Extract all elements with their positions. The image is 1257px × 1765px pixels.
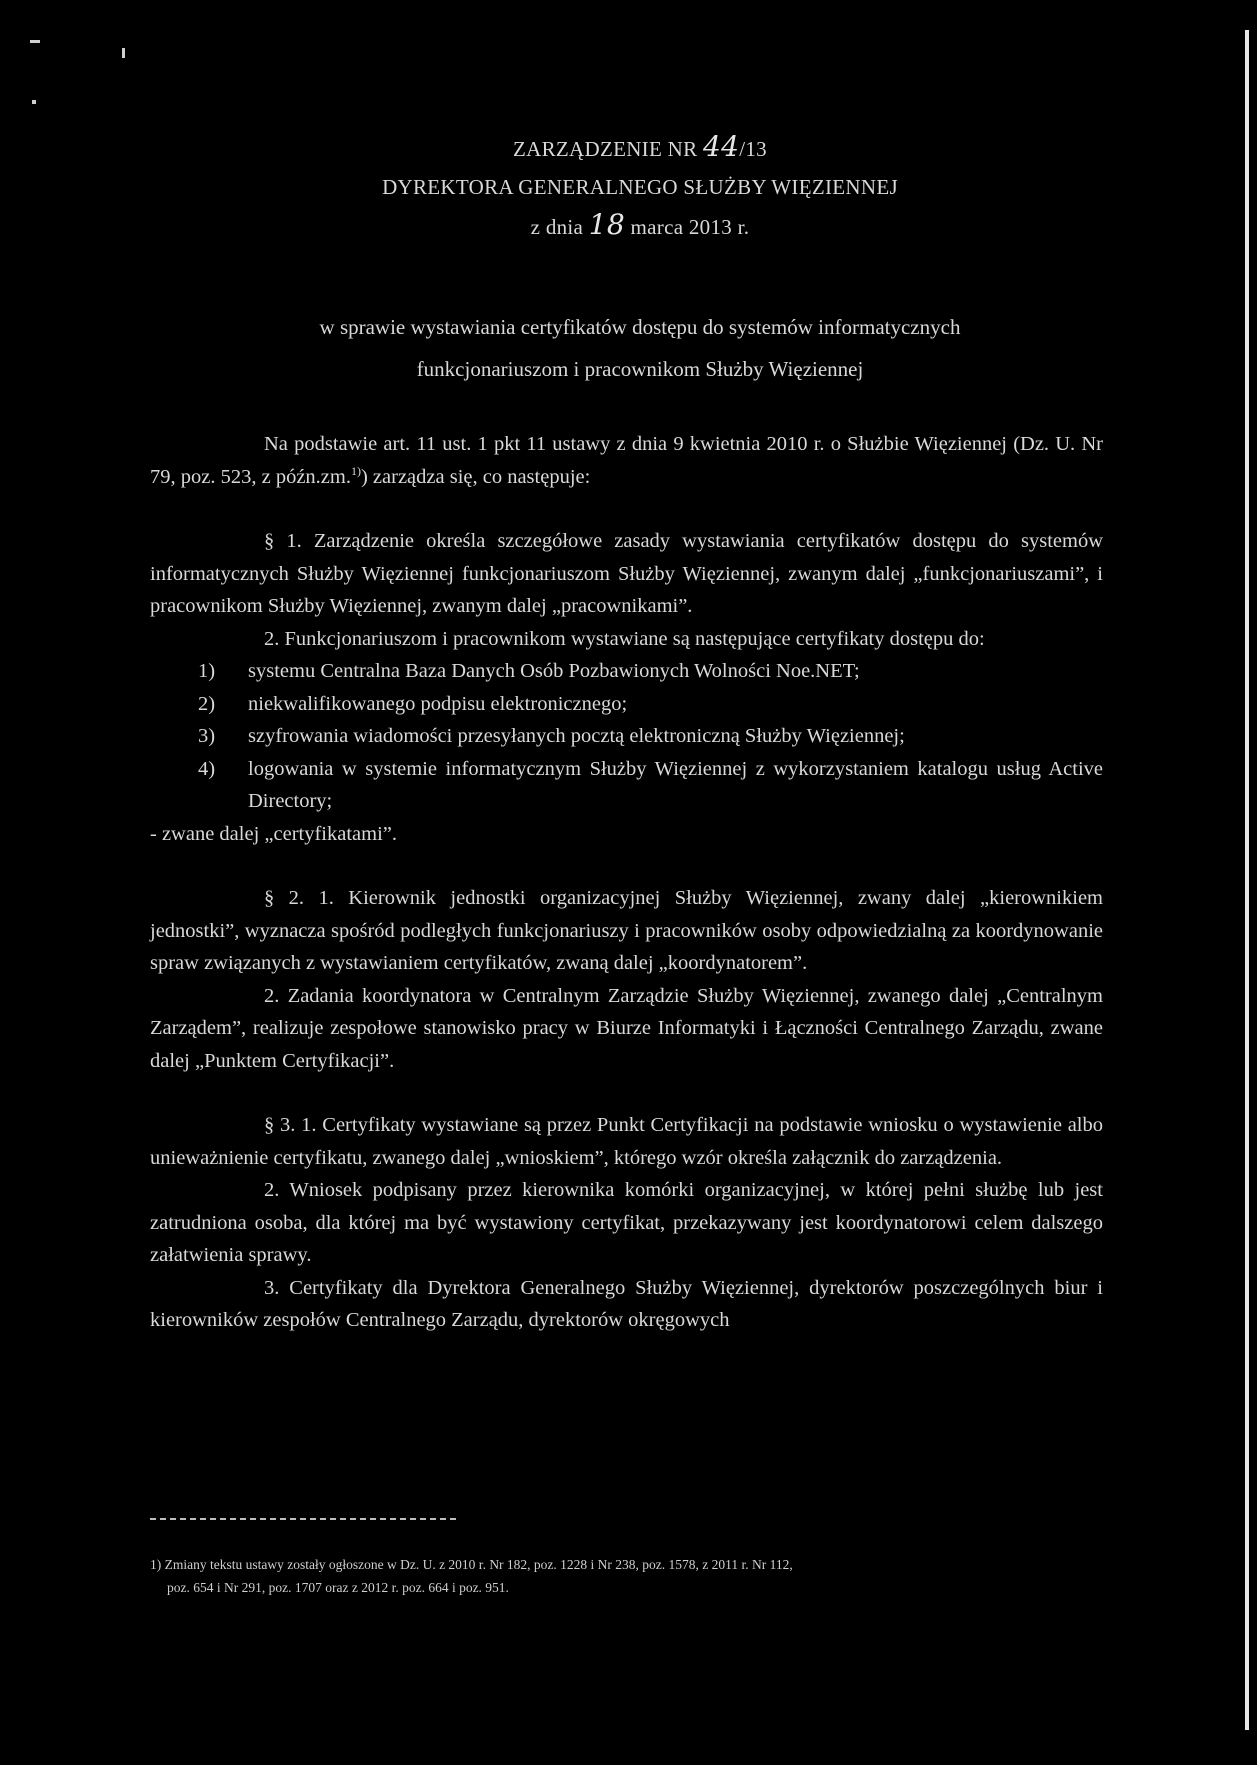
list-item: 4) logowania w systemie informatycznym Służby Więziennej z wykorzystaniem katalogu usług Active Directory; [198,757,1103,812]
subject-line-1: w sprawie wystawiania certyfikatów dostępu do systemów informatycznych [319,315,961,339]
subject-line-2: funkcjonariuszom i pracownikom Służby Więziennej [416,357,864,381]
document-subject [150,306,1130,390]
handwritten-day: 18 [588,208,625,241]
footnote [150,1553,1103,1599]
section-3-paragraph-2: 2. Wniosek podpisany przez kierownika komórki organizacyjnej, w której pełni służbę lub jest zatrudniona osoba, dla której ma być wystawiony certyfikat, przekazywany jest koordynatorowi celem dalszego załatwienia sprawy. [150,1179,1103,1266]
section-1-paragraph-1: § 1. Zarządzenie określa szczegółowe zasady wystawiania certyfikatów dostępu do systemów informatycznych Służby Więziennej funkcjonariuszom Służby Więziennej, zwanym dalej „funkcjonariuszami”, i pracownikom Służby Więziennej, zwanym dalej „pracownikami”. [150,530,1103,617]
section-2-paragraph-2: 2. Zadania koordynatora w Centralnym Zarządzie Służby Więziennej, zwanego dalej „Centralnym Zarządem”, realizuje zespołowe stanowisko pracy w Biurze Informatyki i Łączności Centralnego Zarządu, zwane dalej „Punktem Certyfikacji”. [150,984,1103,1072]
scan-speck [122,48,125,58]
footnote-separator [150,1518,456,1520]
section-1-paragraph-2: 2. Funkcjonariuszom i pracownikom wystawiane są następujące certyfikaty dostępu do: [264,627,985,650]
header-line-2: DYREKTORA GENERALNEGO SŁUŻBY WIĘZIENNEJ [382,175,898,199]
list-item: 2) niekwalifikowanego podpisu elektronicznego; [198,692,628,715]
header-line-3 [150,206,1130,246]
footnote-line-2: poz. 654 i Nr 291, poz. 1707 oraz z 2012 r. poz. 664 i poz. 951. [167,1580,509,1595]
document-body [150,428,1103,1337]
scan-speck [30,40,40,43]
scan-edge-line [1245,30,1249,1730]
header-prefix: ZARZĄDZENIE NR [513,137,698,161]
header-suffix: /13 [739,137,767,161]
section-3-paragraph-3: 3. Certyfikaty dla Dyrektora Generalnego Służby Więziennej, dyrektorów poszczególnych biur i kierowników zespołów Centralnego Zarządu, dyrektorów okręgowych [150,1276,1103,1331]
list-item: 1) systemu Centralna Baza Danych Osób Pozbawionych Wolności Noe.NET; [198,660,860,682]
certificate-list [150,655,1103,818]
footnote-line-1: 1) Zmiany tekstu ustawy zostały ogłoszone w Dz. U. z 2010 r. Nr 182, poz. 1228 i Nr 238, poz. 1578, z 2011 r. Nr 112, [150,1557,793,1572]
date-suffix: marca 2013 r. [630,215,750,239]
handwritten-number: 44 [703,130,740,163]
date-prefix: z dnia [530,215,584,239]
document-header [150,128,1130,246]
section-3-paragraph-1: § 3. 1. Certyfikaty wystawiane są przez Punkt Certyfikacji na podstawie wniosku o wystawienie albo unieważnienie certyfikatu, zwanego dalej „wnioskiem”, którego wzór określa załącznik do zarządzenia. [150,1114,1103,1169]
preamble: Na podstawie art. 11 ust. 1 pkt 11 ustawy z dnia 9 kwietnia 2010 r. o Służbie Więziennej (Dz. U. Nr 79, poz. 523, z późn.zm.$^{1)}$) zarządza się, co następuje: [150,433,1103,488]
header-line-1 [150,128,1130,168]
scan-speck [32,100,36,104]
section-2-paragraph-1: § 2. 1. Kierownik jednostki organizacyjnej Służby Więziennej, zwany dalej „kierownikiem jednostki”, wyznacza spośród podległych funkcjonariuszy i pracowników osoby odpowiedzialną za koordynowanie spraw związanych z wystawianiem certyfikatów, zwaną dalej „koordynatorem”. [150,887,1103,974]
footnote-ref: 1) [350,463,361,478]
list-closing: - zwane dalej „certyfikatami”. [150,822,397,845]
list-item: 3) szyfrowania wiadomości przesyłanych pocztą elektroniczną Służby Więziennej; [198,725,905,747]
